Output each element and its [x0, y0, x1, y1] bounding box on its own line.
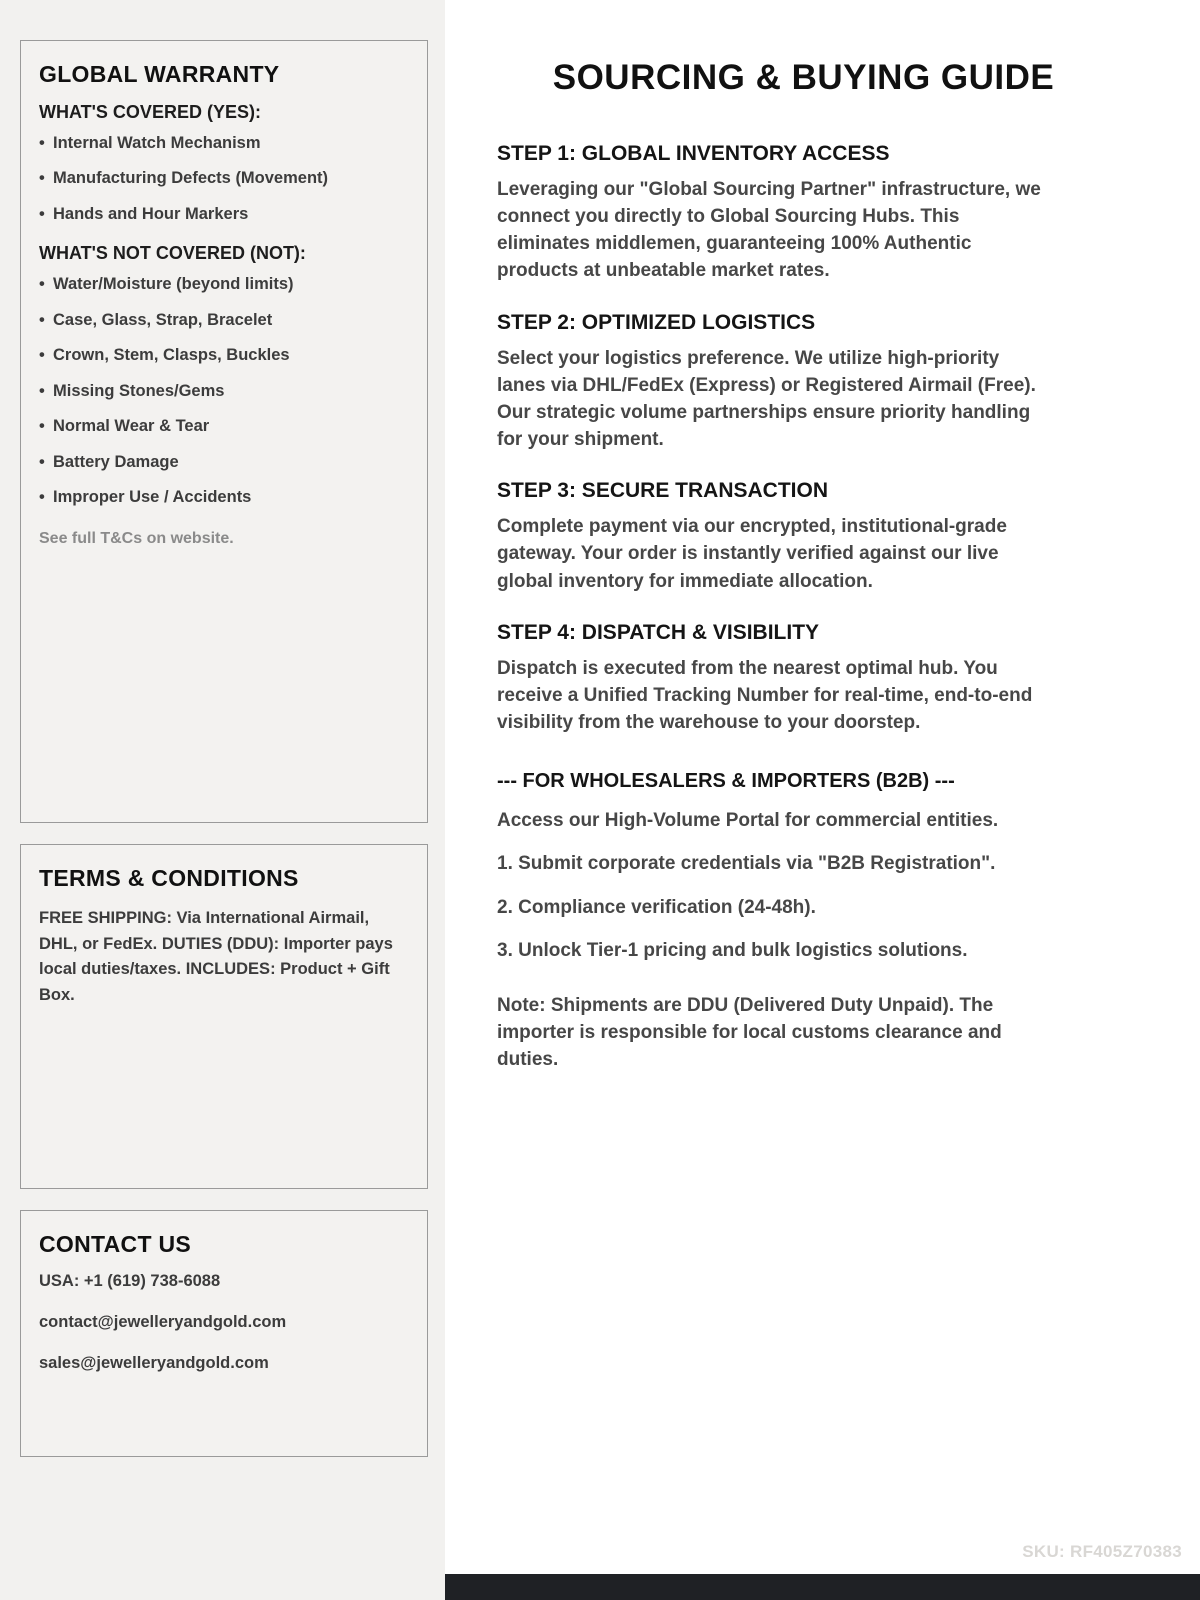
- terms-title: TERMS & CONDITIONS: [39, 865, 299, 891]
- step-4-body: Dispatch is executed from the nearest optimal hub. You receive a Unified Tracking Number for real-time, end-to-end visibility from the warehouse to your doorstep.: [497, 657, 1033, 734]
- b2b-item-2: 2. Compliance verification (24-48h).: [497, 896, 816, 918]
- warranty-title: GLOBAL WARRANTY: [39, 61, 280, 87]
- b2b-section: [497, 770, 1057, 1073]
- terms-box: [20, 844, 428, 1189]
- contact-email-sales: sales@jewelleryandgold.com: [39, 1354, 269, 1372]
- contact-title: CONTACT US: [39, 1231, 192, 1257]
- step-1-body: Leveraging our "Global Sourcing Partner" infrastructure, we connect you directly to Global Sourcing Hubs. This eliminates middlemen, guaranteeing 100% Authentic products at unbeatable market rates.: [497, 179, 1041, 282]
- step-2: [497, 311, 1042, 454]
- step-4-heading: STEP 4: DISPATCH & VISIBILITY: [497, 620, 820, 644]
- b2b-intro: Access our High-Volume Portal for commercial entities.: [497, 810, 999, 832]
- b2b-item-1: 1. Submit corporate credentials via "B2B Registration".: [497, 853, 996, 875]
- sidebar: [0, 0, 445, 1600]
- b2b-note: Note: Shipments are DDU (Delivered Duty Unpaid). The importer is responsible for local customs clearance and duties.: [497, 994, 1002, 1071]
- covered-subhead: WHAT'S COVERED (YES):: [39, 102, 261, 122]
- step-3: [497, 479, 1042, 594]
- step-4: [497, 621, 1042, 736]
- not-covered-item: • Normal Wear & Tear: [39, 416, 409, 437]
- not-covered-subhead: WHAT'S NOT COVERED (NOT):: [39, 243, 306, 264]
- covered-item: • Manufacturing Defects (Movement): [39, 168, 409, 189]
- bottom-bar: [445, 1574, 1200, 1600]
- step-2-heading: STEP 2: OPTIMIZED LOGISTICS: [497, 310, 816, 334]
- step-3-body: Complete payment via our encrypted, institutional-grade gateway. Your order is instantly verified against our live global inventory for immediate allocation.: [497, 516, 1007, 592]
- covered-list: [39, 133, 409, 225]
- not-covered-item: • Improper Use / Accidents: [39, 487, 409, 508]
- step-3-heading: STEP 3: SECURE TRANSACTION: [497, 479, 828, 503]
- not-covered-item: • Missing Stones/Gems: [39, 381, 409, 402]
- not-covered-item: • Battery Damage: [39, 452, 409, 473]
- page-title: SOURCING & BUYING GUIDE: [552, 58, 1055, 97]
- terms-body: FREE SHIPPING: Via International Airmail, DHL, or FedEx. DUTIES (DDU): Importer pays local duties/taxes. INCLUDES: Product + Gift Box.: [39, 909, 393, 1004]
- warranty-footnote: See full T&Cs on website.: [39, 530, 234, 548]
- contact-email-primary: contact@jewelleryandgold.com: [39, 1313, 287, 1331]
- contact-phone: USA: +1 (619) 738-6088: [39, 1272, 221, 1290]
- contact-box: [20, 1210, 428, 1457]
- step-2-body: Select your logistics preference. We utilize high-priority lanes via DHL/FedEx (Express) or Registered Airmail (Free). Our strategic volume partnerships ensure priority handling for your shipment.: [497, 347, 1036, 451]
- b2b-item-3: 3. Unlock Tier-1 pricing and bulk logistics solutions.: [497, 939, 968, 961]
- warranty-box: [20, 40, 428, 823]
- covered-item: • Hands and Hour Markers: [39, 204, 409, 225]
- step-1-heading: STEP 1: GLOBAL INVENTORY ACCESS: [497, 142, 890, 165]
- not-covered-list: [39, 274, 409, 508]
- covered-item: • Internal Watch Mechanism: [39, 133, 409, 154]
- not-covered-item: • Water/Moisture (beyond limits): [39, 274, 409, 295]
- step-1: [497, 142, 1042, 285]
- not-covered-item: • Case, Glass, Strap, Bracelet: [39, 310, 409, 331]
- sku-label: SKU: RF405Z70383: [1022, 1542, 1182, 1561]
- b2b-heading: --- FOR WHOLESALERS & IMPORTERS (B2B) ---: [497, 770, 955, 793]
- not-covered-item: • Crown, Stem, Clasps, Buckles: [39, 345, 409, 366]
- main-content: [445, 0, 1200, 1600]
